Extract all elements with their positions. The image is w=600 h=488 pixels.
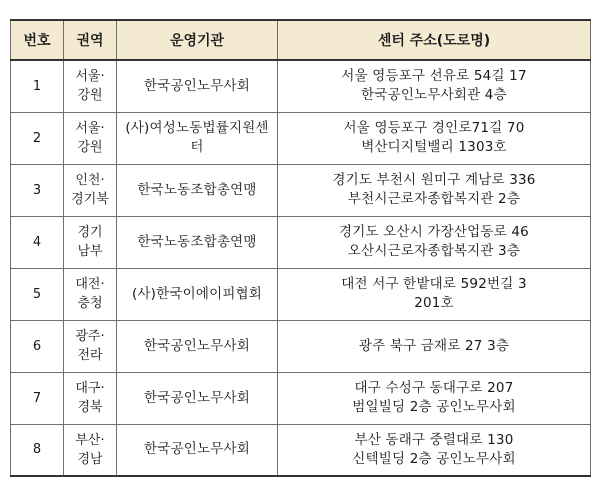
row-address xyxy=(278,268,591,320)
address-line: 경기도 오산시 가장산업동로 46 xyxy=(339,224,529,240)
row-operator: (사)여성노동법률지원센터 xyxy=(117,112,278,164)
region-line: 서울· xyxy=(75,69,105,85)
address-line: 부산 동래구 중렬대로 130 xyxy=(354,431,514,448)
row-number: 6 xyxy=(11,320,64,372)
region-line: 경기북 xyxy=(71,192,109,207)
row-number: 2 xyxy=(11,112,64,164)
row-number: 7 xyxy=(11,372,64,424)
address-line: 201호 xyxy=(414,295,454,311)
address-line: 벽산디지털밸리 1303호 xyxy=(361,139,507,155)
row-operator: 한국노동조합총연맹 xyxy=(117,216,278,268)
region-line: 강원 xyxy=(77,88,103,104)
row-region xyxy=(64,216,117,268)
region-line: 충청 xyxy=(77,296,103,311)
region-line: 강원 xyxy=(77,140,103,155)
table-row xyxy=(11,424,591,476)
address-line: 범일빌딩 2층 공인노무사회 xyxy=(352,399,516,415)
address-line: 서울 영등포구 경인로71길 70 xyxy=(343,120,525,136)
row-address xyxy=(278,112,591,164)
table-body xyxy=(11,60,591,476)
row-address xyxy=(278,164,591,216)
region-line: 대전· xyxy=(75,277,105,292)
region-line: 경북 xyxy=(77,400,103,415)
address-line: 대전 서구 한밭대로 592번길 3 xyxy=(341,276,527,292)
row-operator: 한국공인노무사회 xyxy=(117,372,278,424)
region-line: 인천· xyxy=(75,173,105,188)
row-number: 4 xyxy=(11,216,64,268)
table-row xyxy=(11,216,591,268)
address-line: 신텍빌딩 2층 공인노무사회 xyxy=(352,450,516,467)
row-region xyxy=(64,112,117,164)
address-line: 경기도 부천시 원미구 계남로 336 xyxy=(332,172,536,188)
center-table xyxy=(10,19,591,477)
region-line: 경남 xyxy=(77,451,103,467)
row-number: 8 xyxy=(11,424,64,476)
row-address xyxy=(278,372,591,424)
table-header xyxy=(11,20,591,60)
header-address: 센터 주소(도로명) xyxy=(278,20,591,60)
address-line: 서울 영등포구 선유로 54길 17 xyxy=(341,68,527,85)
row-number: 3 xyxy=(11,164,64,216)
row-operator: 한국공인노무사회 xyxy=(117,424,278,476)
row-address xyxy=(278,216,591,268)
address-line: 대구 수성구 동대구로 207 xyxy=(354,380,514,396)
row-region xyxy=(64,320,117,372)
row-region xyxy=(64,60,117,112)
row-region xyxy=(64,164,117,216)
row-address xyxy=(278,60,591,112)
region-line: 광주· xyxy=(75,329,105,344)
row-operator: 한국공인노무사회 xyxy=(117,320,278,372)
region-line: 남부 xyxy=(77,244,103,259)
table-row xyxy=(11,320,591,372)
header-row xyxy=(11,20,591,60)
row-region xyxy=(64,268,117,320)
header-region: 권역 xyxy=(64,20,117,60)
region-line: 서울· xyxy=(75,121,105,136)
row-region xyxy=(64,372,117,424)
row-address xyxy=(278,320,591,372)
row-operator: 한국공인노무사회 xyxy=(117,60,278,112)
region-line: 부산· xyxy=(75,432,105,448)
region-line: 전라 xyxy=(77,348,103,363)
table-row xyxy=(11,60,591,112)
table-row xyxy=(11,268,591,320)
header-no: 번호 xyxy=(11,20,64,60)
row-number: 5 xyxy=(11,268,64,320)
region-line: 경기 xyxy=(77,225,103,240)
row-number: 1 xyxy=(11,60,64,112)
region-line: 대구· xyxy=(75,381,105,396)
address-line: 광주 북구 금재로 27 3층 xyxy=(358,337,510,354)
table-row xyxy=(11,112,591,164)
row-operator: 한국노동조합총연맹 xyxy=(117,164,278,216)
table-row xyxy=(11,164,591,216)
table-row xyxy=(11,372,591,424)
row-operator: (사)한국이에이피협회 xyxy=(117,268,278,320)
address-line: 오산시근로자종합복지관 3층 xyxy=(347,243,521,259)
header-org: 운영기관 xyxy=(117,20,278,60)
address-line: 한국공인노무사회관 4층 xyxy=(361,87,507,104)
row-region xyxy=(64,424,117,476)
address-line: 부천시근로자종합복지관 2층 xyxy=(347,191,521,207)
row-address xyxy=(278,424,591,476)
